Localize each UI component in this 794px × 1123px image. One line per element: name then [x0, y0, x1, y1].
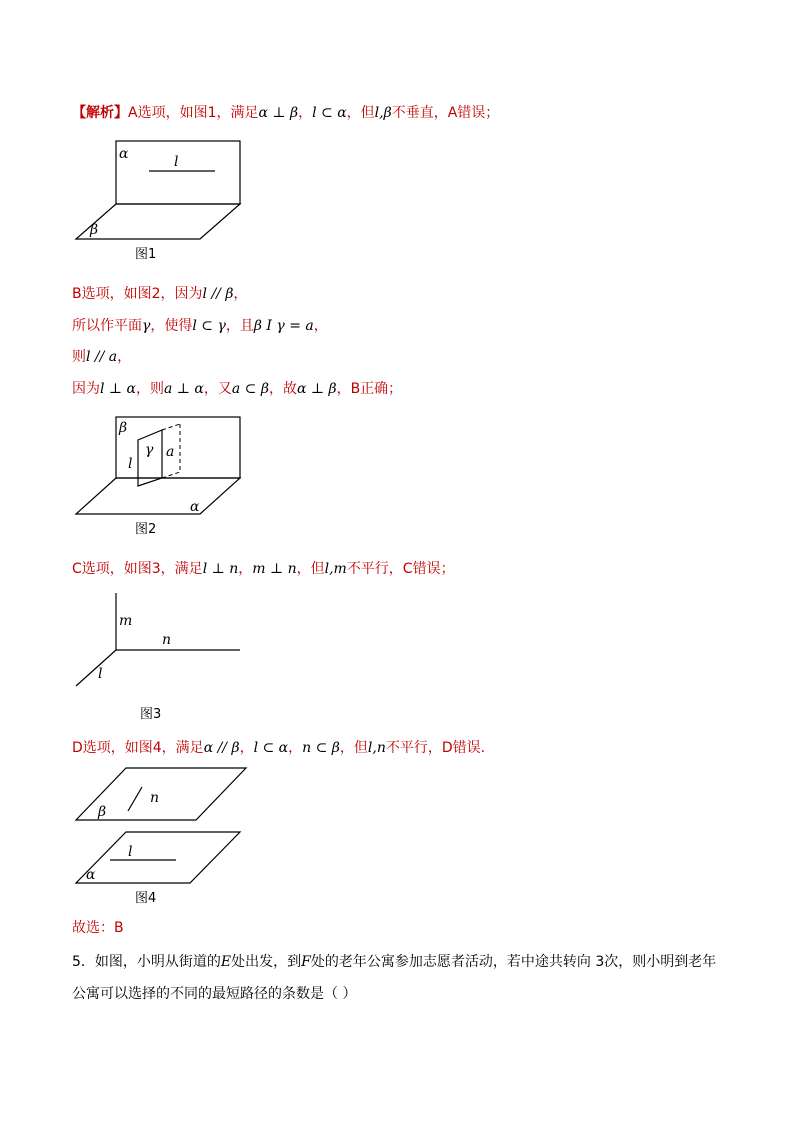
question-5-line-1: 5．如图，小明从街道的E处出发，到F处的老年公寓参加志愿者活动，若中途共转向 3次，则小明到老年 [72, 954, 717, 970]
answer-line: 故选：B [72, 920, 124, 936]
fig2-label-gamma: γ [145, 442, 154, 458]
fig2-caption: 图2 [135, 522, 157, 537]
fig4-label-l: l [128, 844, 133, 860]
fig4-plane-alpha [76, 832, 240, 883]
fig1-label-beta: β [90, 222, 99, 238]
b-line-4: 因为l ⊥ α，则a ⊥ α，又a ⊂ β，故α ⊥ β，B正确； [72, 381, 403, 397]
fig1-label-alpha: α [119, 146, 129, 162]
d-line: D选项，如图4，满足α // β，l ⊂ α，n ⊂ β，但l,n不平行，D错误. [72, 740, 486, 756]
fig3-label-l: l [98, 666, 103, 682]
b-line-1: B选项，如图2，因为l // β， [72, 286, 248, 302]
c-line: C选项，如图3，满足l ⊥ n，m ⊥ n，但l,m不平行，C错误； [72, 561, 455, 577]
fig2-label-a: a [166, 444, 175, 460]
question-5-line-2: 公寓可以选择的不同的最短路径的条数是（ ） [72, 986, 357, 1002]
fig2-label-alpha: α [190, 499, 200, 515]
fig3-caption: 图3 [140, 707, 162, 722]
fig2-label-beta: β [119, 420, 128, 436]
fig4-label-n: n [150, 790, 160, 806]
fig2-label-l: l [128, 456, 133, 472]
fig3-label-n: n [162, 632, 172, 648]
fig4-label-alpha: α [86, 867, 96, 883]
b-line-2: 所以作平面γ，使得l ⊂ γ，且β I γ = a， [72, 318, 328, 334]
fig4-caption: 图4 [135, 891, 157, 906]
fig4-line-n [128, 787, 142, 811]
fig3-label-m: m [119, 613, 133, 629]
fig1-label-l: l [174, 154, 179, 170]
analysis-heading: 【解析】 [72, 105, 128, 121]
fig1-caption: 图1 [135, 247, 157, 262]
fig4-label-beta: β [98, 804, 107, 820]
b-line-3: 则l // a， [72, 349, 132, 365]
analysis-a-line: 【解析】A选项，如图1，满足α ⊥ β，l ⊂ α，但l,β不垂直，A错误； [72, 105, 500, 121]
